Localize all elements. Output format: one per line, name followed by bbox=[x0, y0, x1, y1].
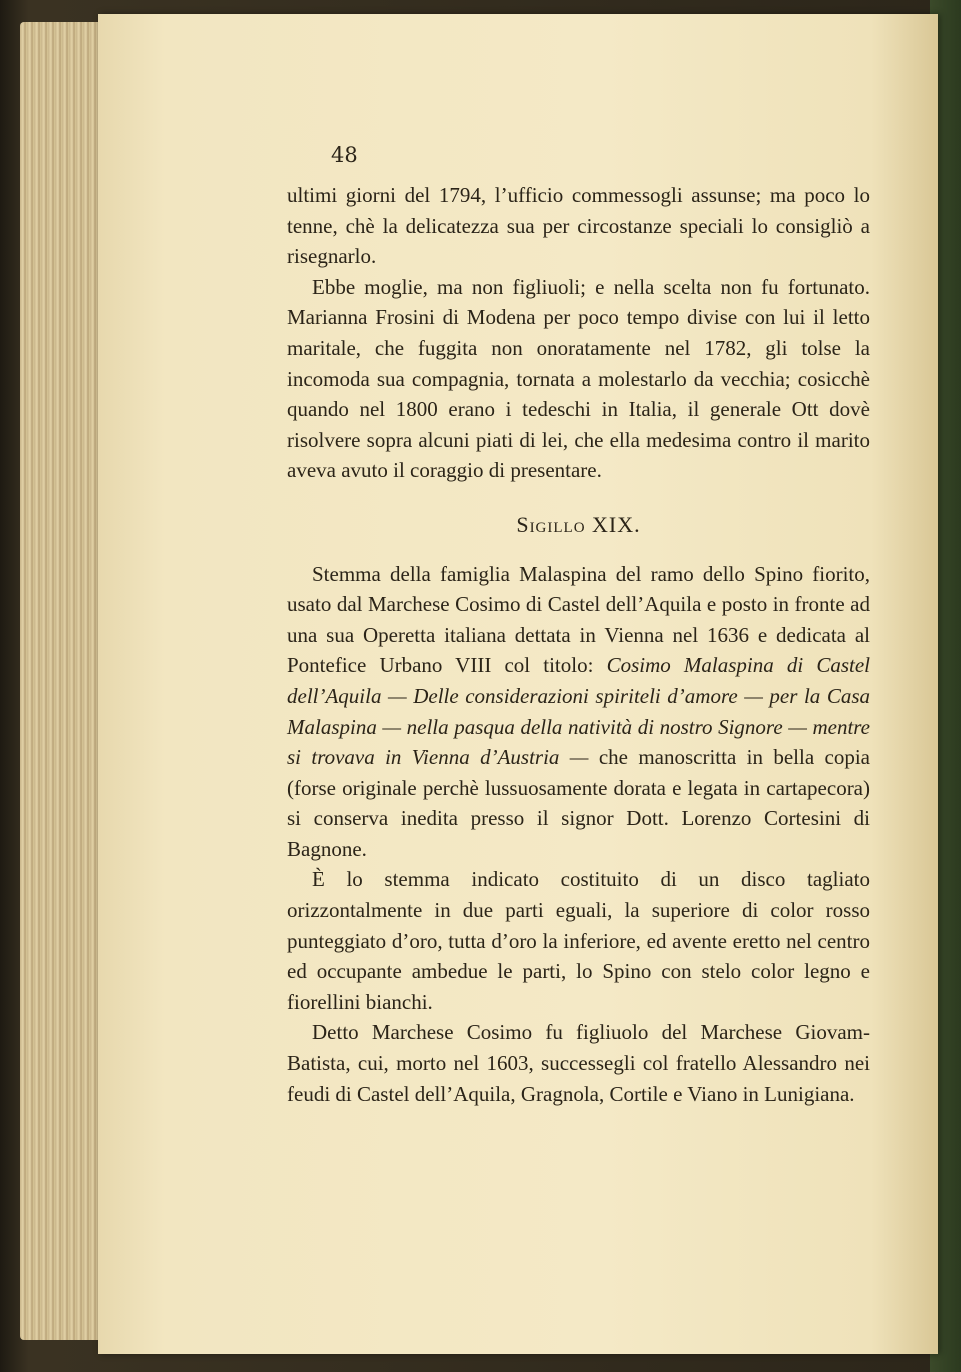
paragraph: Detto Marchese Cosimo fu figliuolo del Marchese Giovam-Batista, cui, morto nel 1603, successegli col fratello Alessandro nei feudi di Castel dell’Aquila, Gragnola, Cortile e Viano in Lunigiana. bbox=[287, 1020, 870, 1106]
paragraph: È lo stemma indicato costituito di un disco tagliato orizzontalmente in due parti eguali, la superiore di color rosso punteggiato d’oro, tutta d’oro la inferiore, ed avente eretto nel centro ed occupante ambedue le parti, lo Spino con stelo color legno e fiorellini bianchi. bbox=[287, 867, 870, 1014]
paragraph-text: che manoscritta in bella copia (forse originale perchè lussuosamente dorata e legata in cartapecora) si conserva inedita presso il signor Dott. Lorenzo Cortesini di Bagnone. bbox=[287, 745, 871, 861]
paragraph bbox=[287, 559, 870, 865]
work-title: Cosimo Malaspina di Castel dell’Aquila — Delle considerazioni spiriteli d’amore — per la Casa Malaspina — nella pasqua della natività di nostro Signore — mentre si trovava in Vienna d’Austria — bbox=[287, 653, 870, 770]
section-heading: Sigillo XIX. bbox=[516, 511, 641, 537]
paragraph: ultimi giorni del 1794, l’ufficio commessogli assunse; ma poco lo tenne, chè la delicatezza sua per circostanze speciali lo consigliò a risegnarlo. bbox=[287, 183, 870, 269]
page-body bbox=[287, 180, 870, 1109]
paragraph-text: Stemma della famiglia Malaspina del ramo dello Spino fiorito, usato dal Marchese Cosimo di Castel dell’Aquila e posto in fronte ad una sua Operetta italiana dettata in Vienna nel 1636 e dedicata al Pontefice Urbano VIII col titolo: bbox=[287, 561, 870, 678]
page-number: 48 bbox=[331, 143, 358, 167]
paragraph: Ebbe moglie, ma non figliuoli; e nella scelta non fu fortunato. Marianna Frosini di Modena per poco tempo divise con lui il letto maritale, che fuggita non onoratamente nel 1782, gli tolse la incomoda sua compagnia, tornata a molestarlo da vecchia; cosicchè quando nel 1800 erano i tedeschi in Italia, il generale Ott dovè risolvere sopra alcuni piati di lei, che ella medesima contro il marito aveva avuto il coraggio di presentare. bbox=[287, 274, 870, 483]
